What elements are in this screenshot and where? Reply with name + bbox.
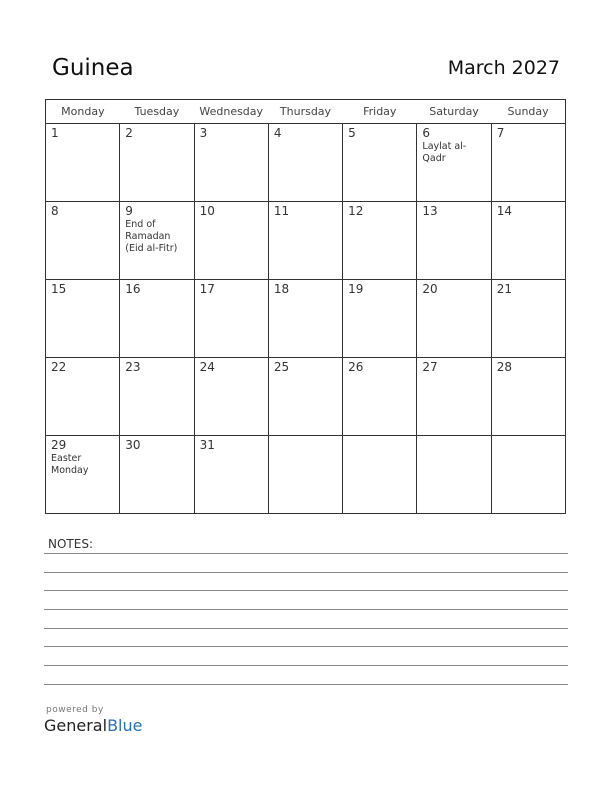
day-cell (491, 358, 565, 436)
day-number (492, 436, 565, 438)
day-number: 17 (199, 282, 215, 296)
weekday-header: Saturday (417, 100, 491, 124)
day-cell (491, 280, 565, 358)
day-number: 10 (199, 204, 215, 218)
day-number: 31 (199, 438, 215, 452)
day-cell (343, 202, 417, 280)
month-year-title: March 2027 (447, 57, 560, 79)
day-cell (343, 124, 417, 202)
day-cell (268, 436, 342, 514)
day-number: 16 (125, 282, 141, 296)
day-cell (343, 436, 417, 514)
weekday-header: Wednesday (194, 100, 268, 124)
day-cell (417, 358, 491, 436)
country-title: Guinea (52, 55, 134, 81)
note-line (44, 646, 568, 647)
day-cell (343, 358, 417, 436)
day-number: 1 (51, 126, 59, 140)
day-number: 5 (348, 126, 356, 140)
day-cell (120, 124, 194, 202)
day-number: 13 (422, 204, 438, 218)
powered-by-text: powered by (46, 705, 104, 715)
day-number: 29 (51, 438, 67, 452)
day-cell (268, 280, 342, 358)
day-number: 24 (199, 360, 215, 374)
day-cell (120, 358, 194, 436)
day-number: 22 (51, 360, 67, 374)
brand-blue: Blue (107, 716, 143, 735)
calendar-grid (45, 99, 566, 514)
week-row (46, 124, 566, 202)
day-number: 2 (125, 126, 133, 140)
day-cell (417, 202, 491, 280)
day-cell (194, 124, 268, 202)
day-number: 11 (273, 204, 290, 218)
day-number: 4 (273, 126, 282, 140)
day-number: 12 (348, 204, 364, 218)
week-row (46, 358, 566, 436)
day-number: 28 (496, 360, 512, 374)
holiday-label: Laylat al-Qadr (422, 141, 467, 164)
day-number: 3 (199, 126, 208, 140)
day-cell (194, 202, 268, 280)
day-cell (46, 124, 120, 202)
day-cell (268, 358, 342, 436)
week-row (46, 436, 566, 514)
day-number: 21 (496, 282, 512, 296)
weekday-header: Sunday (491, 100, 565, 124)
generalblue-logo (44, 716, 142, 735)
day-cell (491, 124, 565, 202)
weekday-header: Thursday (268, 100, 342, 124)
day-cell (46, 358, 120, 436)
day-number (269, 436, 342, 438)
note-line (44, 609, 568, 610)
weekday-header: Friday (343, 100, 417, 124)
weekday-header: Tuesday (120, 100, 194, 124)
note-line (44, 665, 568, 666)
day-cell (194, 358, 268, 436)
note-line (44, 628, 568, 629)
day-cell (46, 280, 120, 358)
day-number: 27 (422, 360, 438, 374)
brand-general: General (44, 716, 108, 735)
day-number: 9 (125, 204, 133, 218)
holiday-label: End of Ramadan (Eid al-Fitr) (125, 219, 178, 254)
day-number: 19 (348, 282, 364, 296)
notes-label: NOTES: (48, 537, 93, 551)
day-number: 8 (51, 204, 59, 218)
day-cell (417, 280, 491, 358)
day-number: 7 (496, 126, 505, 140)
day-number: 18 (273, 282, 290, 296)
day-cell (491, 202, 565, 280)
day-number: 25 (273, 360, 290, 374)
day-cell (268, 202, 342, 280)
day-number: 6 (422, 126, 431, 140)
note-line (44, 590, 568, 591)
day-number: 14 (496, 204, 512, 218)
day-cell (46, 202, 120, 280)
day-number (417, 436, 490, 438)
day-number: 30 (125, 438, 141, 452)
day-number: 20 (422, 282, 438, 296)
week-row (46, 280, 566, 358)
day-cell (194, 436, 268, 514)
day-number: 23 (125, 360, 141, 374)
day-cell (120, 280, 194, 358)
week-row (46, 202, 566, 280)
holiday-label: Easter Monday (51, 453, 89, 476)
day-cell (46, 436, 120, 514)
day-cell (417, 436, 491, 514)
day-number: 26 (348, 360, 364, 374)
weekday-header: Monday (46, 100, 120, 124)
note-line (44, 553, 568, 554)
note-line (44, 684, 568, 685)
day-cell (194, 280, 268, 358)
day-number (343, 436, 416, 438)
day-cell (417, 124, 491, 202)
day-cell (120, 202, 194, 280)
day-number: 15 (51, 282, 67, 296)
note-line (44, 572, 568, 573)
day-cell (343, 280, 417, 358)
day-cell (268, 124, 342, 202)
day-cell (491, 436, 565, 514)
day-cell (120, 436, 194, 514)
weekday-header-row (46, 100, 566, 124)
